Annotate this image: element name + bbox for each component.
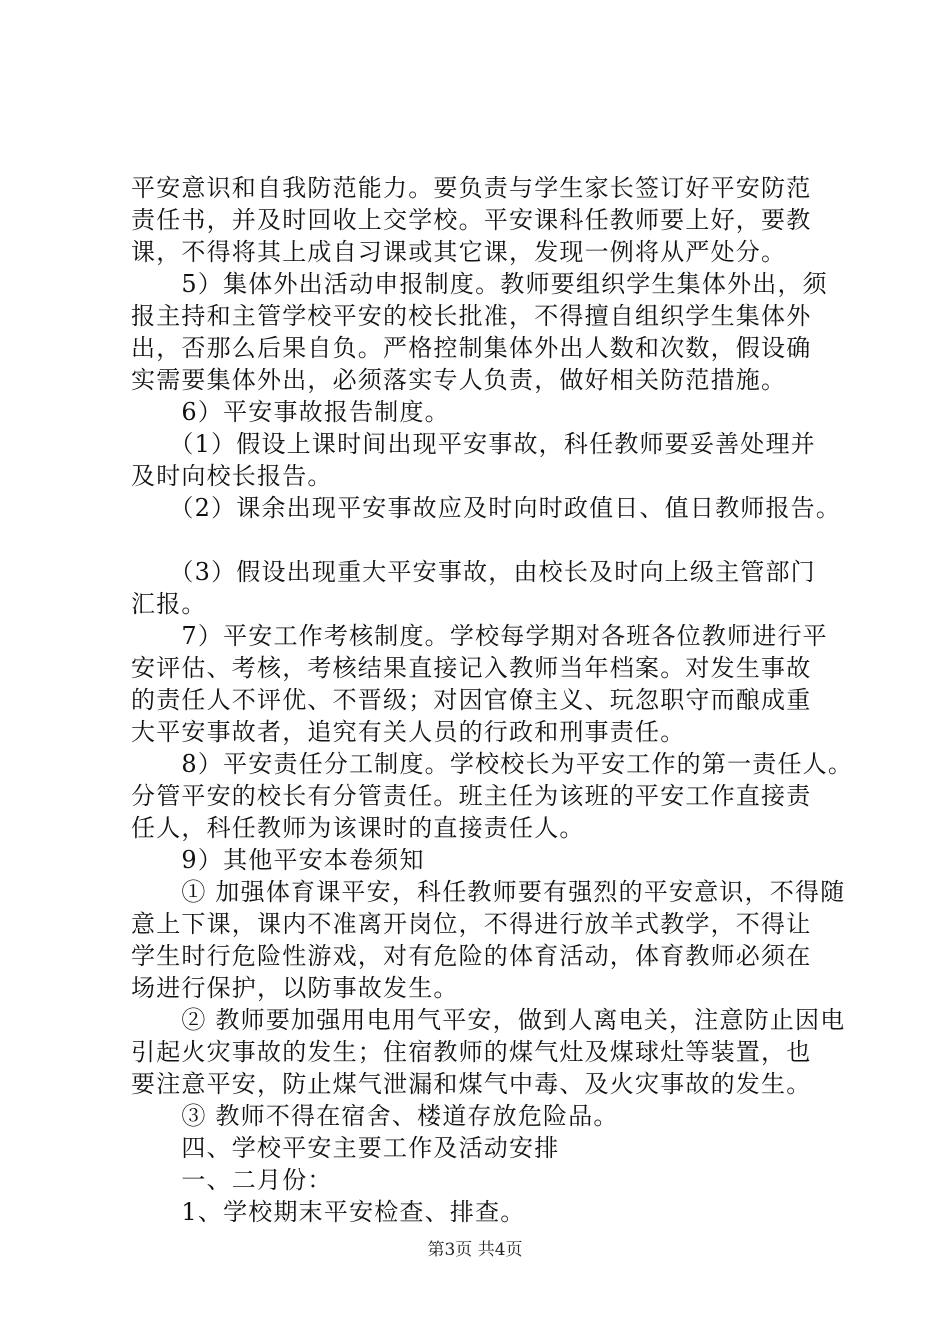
text-line: 5）集体外出活动申报制度。教师要组织学生集体外出，须: [131, 270, 828, 298]
text-line: 7）平安工作考核制度。学校每学期对各班各位教师进行平: [131, 622, 828, 650]
text-line: 9）其他平安本卷须知: [131, 846, 425, 874]
text-line: 实需要集体外出，必须落实专人负责，做好相关防范措施。: [131, 366, 787, 394]
text-line: 安评估、考核，考核结果直接记入教师当年档案。对发生事故: [131, 654, 812, 682]
page-footer: 第3页 共4页: [427, 1240, 523, 1260]
text-line: 8）平安责任分工制度。学校校长为平安工作的第一责任人。: [131, 750, 854, 778]
text-line: 出，否那么后果自负。严格控制集体外出人数和次数，假设确: [131, 334, 812, 362]
text-line: 引起火灾事故的发生；住宿教师的煤气灶及煤球灶等装置，也: [131, 1038, 812, 1066]
text-line: 分管平安的校长有分管责任。班主任为该班的平安工作直接责: [131, 782, 812, 810]
text-line: 意上下课，课内不准离开岗位，不得进行放羊式教学，不得让: [131, 910, 812, 938]
text-line: 课，不得将其上成自习课或其它课，发现一例将从严处分。: [131, 238, 787, 266]
text-line: 平安意识和自我防范能力。要负责与学生家长签订好平安防范: [131, 174, 812, 202]
text-line: 及时向校长报告。: [131, 462, 333, 490]
text-line: 一、二月份：: [131, 1166, 333, 1194]
text-line: ② 教师要加强用电用气平安，做到人离电关，注意防止因电: [131, 1006, 846, 1034]
text-line: 大平安事故者，追究有关人员的行政和刑事责任。: [131, 718, 686, 746]
text-line: ③ 教师不得在宿舍、楼道存放危险品。: [131, 1102, 619, 1130]
text-line: 任人，科任教师为该课时的直接责任人。: [131, 814, 585, 842]
text-line: （1）假设上课时间出现平安事故，科任教师要妥善处理并: [131, 430, 816, 458]
text-line: （2）课余出现平安事故应及时向时政值日、值日教师报告。: [131, 494, 842, 522]
document-body: [131, 172, 854, 1228]
text-line: 1、学校期末平安检查、排查。: [131, 1198, 526, 1226]
text-line: 学生时行危险性游戏，对有危险的体育活动，体育教师必须在: [131, 942, 812, 970]
text-line: 责任书，并及时回收上交学校。平安课科任教师要上好，要教: [131, 206, 812, 234]
paragraph-gap: [131, 524, 836, 556]
text-line: ① 加强体育课平安，科任教师要有强烈的平安意识，不得随: [131, 878, 846, 906]
text-line: 6）平安事故报告制度。: [131, 398, 450, 426]
text-line: 的责任人不评优、不晋级；对因官僚主义、玩忽职守而酿成重: [131, 686, 812, 714]
text-line: 四、学校平安主要工作及活动安排: [131, 1134, 560, 1162]
text-line: 场进行保护，以防事故发生。: [131, 974, 459, 1002]
text-line: 汇报。: [131, 590, 207, 618]
text-line: 要注意平安，防止煤气泄漏和煤气中毒、及火灾事故的发生。: [131, 1070, 812, 1098]
text-line: 报主持和主管学校平安的校长批准，不得擅自组织学生集体外: [131, 302, 812, 330]
text-line: （3）假设出现重大平安事故，由校长及时向上级主管部门: [131, 558, 816, 586]
